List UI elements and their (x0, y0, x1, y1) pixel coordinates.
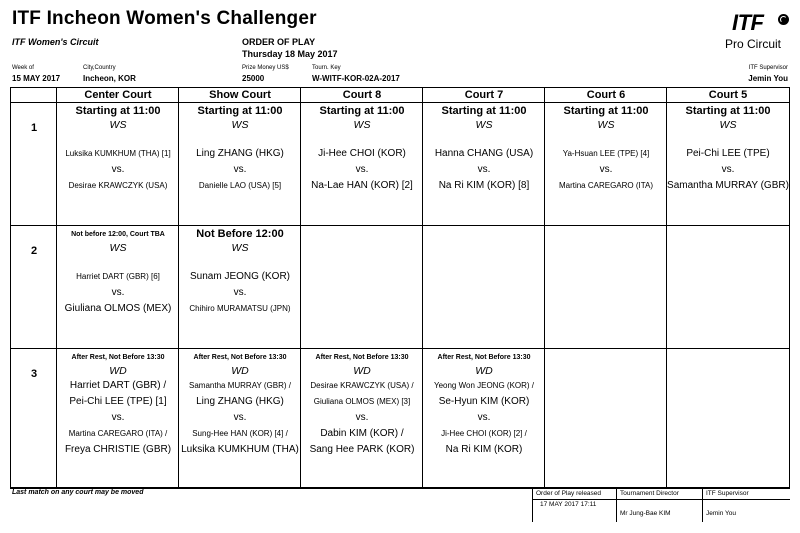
footer-note: Last match on any court may be moved (12, 489, 144, 496)
versus-label: vs. (477, 164, 491, 175)
city-value: Incheon, KOR (83, 74, 136, 83)
court-header: Court 5 (708, 89, 748, 101)
player-one: Ling ZHANG (HKG) (196, 148, 284, 159)
footer-divider (532, 488, 533, 522)
court-header-row (11, 88, 789, 103)
start-time: Starting at 11:00 (563, 105, 649, 117)
start-time: After Rest, Not Before 13:30 (315, 354, 409, 361)
team-one-player-one: Desirae KRAWCZYK (USA) / (310, 381, 414, 390)
team-one-player-two: Pei-Chi LEE (TPE) [1] (69, 396, 167, 407)
prize-label: Prize Money US$ (242, 65, 289, 71)
event-type: WS (475, 119, 493, 131)
versus-label: vs. (599, 164, 613, 175)
team-one-player-one: Harriet DART (GBR) / (69, 380, 167, 391)
team-one-player-one: Samantha MURRAY (GBR) / (189, 381, 291, 390)
match-cell (301, 351, 423, 471)
player-two: Danielle LAO (USA) [5] (198, 181, 282, 190)
event-type: WD (353, 365, 371, 377)
player-one: Ji-Hee CHOI (KOR) (318, 148, 406, 159)
row-divider (11, 225, 789, 226)
director-value: Mr Jung-Bae KIM (620, 510, 671, 517)
start-time: Not before 12:00, Court TBA (71, 231, 165, 238)
versus-label: vs. (111, 164, 125, 175)
week-value: 15 MAY 2017 (12, 74, 61, 83)
spacer (545, 132, 667, 146)
footer-rule (532, 499, 790, 500)
versus-label: vs. (111, 412, 125, 423)
spacer (179, 132, 301, 146)
team-two-player-two: Luksika KUMKHUM (THA) (181, 444, 299, 455)
team-two-player-one: Dabin KIM (KOR) / (320, 428, 404, 439)
versus-label: vs. (111, 287, 125, 298)
versus-label: vs. (721, 164, 735, 175)
footer-supervisor-value: Jemin You (706, 510, 736, 517)
player-two: Na-Lae HAN (KOR) [2] (311, 180, 413, 191)
supervisor-value: Jemin You (748, 74, 788, 83)
released-label: Order of Play released (536, 490, 602, 497)
court-header: Court 8 (342, 89, 382, 101)
start-time: Starting at 11:00 (685, 105, 771, 117)
player-one: Luksika KUMKHUM (THA) [1] (65, 149, 171, 158)
start-time: Starting at 11:00 (319, 105, 405, 117)
event-type: WS (109, 119, 127, 131)
spacer (667, 132, 789, 146)
player-two: Samantha MURRAY (GBR) (667, 180, 789, 191)
event-type: WS (353, 119, 371, 131)
team-one-player-two: Ling ZHANG (HKG) (196, 396, 284, 407)
match-cell (179, 105, 301, 225)
team-one-player-two: Se-Hyun KIM (KOR) (438, 396, 530, 407)
team-two-player-one: Sung-Hee HAN (KOR) [4] / (192, 429, 288, 438)
director-label: Tournament Director (620, 490, 679, 497)
match-row-number: 3 (30, 368, 38, 380)
tournament-title: ITF Incheon Women's Challenger (12, 8, 317, 29)
event-type: WS (109, 242, 127, 254)
player-two: Chihiro MURAMATSU (JPN) (189, 304, 291, 313)
versus-label: vs. (477, 412, 491, 423)
team-two-player-two: Sang Hee PARK (KOR) (309, 444, 415, 455)
match-row-number: 2 (30, 245, 38, 257)
player-two: Martina CAREGARO (ITA) (558, 181, 654, 190)
start-time: After Rest, Not Before 13:30 (71, 354, 165, 361)
event-type: WD (109, 365, 127, 377)
released-value: 17 MAY 2017 17:11 (540, 501, 597, 508)
versus-label: vs. (233, 164, 247, 175)
spacer (57, 255, 179, 269)
event-type: WS (719, 119, 737, 131)
match-cell (545, 105, 667, 225)
page-footer (10, 488, 790, 522)
order-of-play-label: ORDER OF PLAY (242, 37, 316, 47)
week-label: Week of (12, 65, 34, 71)
team-one-player-two: Giuliana OLMOS (MEX) [3] (313, 397, 411, 406)
team-two-player-two: Na Ri KIM (KOR) (445, 444, 523, 455)
match-cell (179, 351, 301, 471)
event-type: WS (597, 119, 615, 131)
match-cell (301, 105, 423, 225)
player-two: Desirae KRAWCZYK (USA) (68, 181, 168, 190)
tennis-ball-icon (778, 14, 789, 25)
event-type: WS (231, 242, 249, 254)
spacer (179, 255, 301, 269)
court-header: Show Court (209, 89, 271, 101)
court-header: Court 7 (464, 89, 504, 101)
footer-supervisor-label: ITF Supervisor (706, 490, 749, 497)
match-cell (57, 228, 179, 348)
city-label: City,Country (83, 65, 116, 71)
spacer (423, 132, 545, 146)
match-cell (667, 105, 789, 225)
player-two: Na Ri KIM (KOR) [8] (438, 180, 530, 191)
spacer (57, 132, 179, 146)
versus-label: vs. (233, 287, 247, 298)
player-one: Ya-Hsuan LEE (TPE) [4] (562, 149, 650, 158)
logo-itf-text: ITF (732, 10, 764, 35)
player-one: Harriet DART (GBR) [6] (76, 272, 160, 281)
court-header: Court 6 (586, 89, 626, 101)
match-cell (423, 105, 545, 225)
court-header: Center Court (84, 89, 152, 101)
start-time: Starting at 11:00 (441, 105, 527, 117)
player-one: Pei-Chi LEE (TPE) (686, 148, 770, 159)
versus-label: vs. (233, 412, 247, 423)
tourn-key-label: Tourn. Key (312, 65, 341, 71)
match-row-number: 1 (30, 122, 38, 134)
schedule-grid (10, 87, 790, 488)
circuit-name: ITF Women's Circuit (12, 37, 99, 47)
start-time: Starting at 11:00 (197, 105, 283, 117)
event-type: WS (231, 119, 249, 131)
tourn-key-value: W-WITF-KOR-02A-2017 (312, 74, 400, 83)
footer-divider (702, 488, 703, 522)
itf-pro-circuit-logo (722, 10, 792, 58)
footer-divider (616, 488, 617, 522)
player-one: Sunam JEONG (KOR) (189, 271, 291, 282)
start-time: Starting at 11:00 (75, 105, 161, 117)
player-one: Hanna CHANG (USA) (434, 148, 534, 159)
spacer (301, 132, 423, 146)
row-divider (11, 348, 789, 349)
match-cell (423, 351, 545, 471)
event-type: WD (475, 365, 493, 377)
team-one-player-one: Yeong Won JEONG (KOR) / (433, 381, 535, 390)
team-two-player-one: Martina CAREGARO (ITA) / (68, 429, 168, 438)
supervisor-label: ITF Supervisor (748, 65, 788, 71)
event-type: WD (231, 365, 249, 377)
versus-label: vs. (355, 164, 369, 175)
match-cell (179, 228, 301, 348)
start-time: After Rest, Not Before 13:30 (437, 354, 531, 361)
start-time: Not Before 12:00 (196, 228, 284, 240)
team-two-player-two: Freya CHRISTIE (GBR) (64, 444, 172, 455)
page-header (0, 0, 800, 88)
start-time: After Rest, Not Before 13:30 (193, 354, 287, 361)
versus-label: vs. (355, 412, 369, 423)
team-two-player-one: Ji-Hee CHOI (KOR) [2] / (441, 429, 527, 438)
prize-value: 25000 (242, 74, 265, 83)
match-cell (57, 351, 179, 471)
logo-pro-circuit-text: Pro Circuit (725, 37, 782, 51)
player-two: Giuliana OLMOS (MEX) (64, 303, 172, 314)
order-of-play-date: Thursday 18 May 2017 (242, 49, 338, 59)
match-cell (57, 105, 179, 225)
